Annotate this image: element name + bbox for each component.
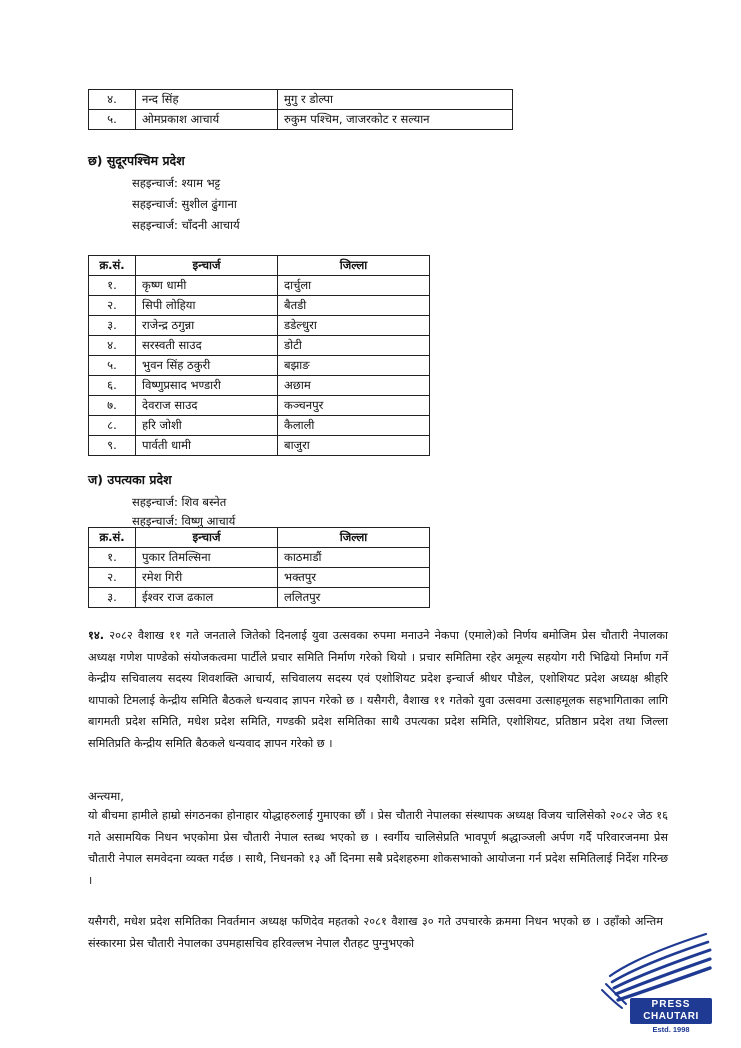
table-sudurpaschim [88, 255, 430, 456]
district-cell: भक्तपुर [278, 568, 430, 588]
serial-cell: ७. [89, 396, 136, 416]
table-top-continuation [88, 89, 513, 130]
serial-cell: २. [89, 568, 136, 588]
col-header-serial: क्र.सं. [89, 528, 136, 548]
closing-paragraph-1: यो बीचमा हामीले हाम्रो संगठनका होनाहार योद्धाहरुलाई गुमाएका छौं । प्रेस चौतारी नेपालका संस्थापक अध्यक्ष विजय चालिसेको २०८२ जेठ १६ गते असामयिक निधन भएकोमा प्रेस चौतारी नेपाल स्तब्ध भएको छ । स्वर्गीय चालिसेप्रति भावपूर्ण श्रद्धाञ्जली अर्पण गर्दै परिवारजनमा प्रेस चौतारी नेपाल समवेदना व्यक्त गर्दछ । साथै, निधनको १३ औं दिनमा सबै प्रदेशहरुमा शोकसभाको आयोजना गर्न प्रदेश समितिलाई निर्देश गरिन्छ । [88, 809, 668, 887]
district-cell: डडेल्धुरा [278, 316, 430, 336]
incharge-cell: विष्णुप्रसाद भण्डारी [136, 376, 278, 396]
table-row [89, 296, 430, 316]
serial-cell: ३. [89, 588, 136, 608]
incharge-cell: सिपी लोहिया [136, 296, 278, 316]
paragraph-14-text: २०८२ वैशाख ११ गते जनताले जितेको दिनलाई युवा उत्सवका रुपमा मनाउने नेकपा (एमाले)को निर्णय बमोजिम प्रेस चौतारी नेपालका अध्यक्ष गणेश पाण्डेको संयोजकत्वमा पार्टीले प्रचार समिति निर्माण गरेको थियो । प्रचार समितिमा रहेर अमूल्य सहयोग गरी भिढियो निर्माण गर्ने केन्द्रीय सचिवालय सदस्य शिवशक्ति आचार्य, सचिवालय सदस्य एवं एशोशियट प्रदेश इन्चार्ज श्रीधर पौडेल, एशोशियट प्रदेश अध्यक्ष श्रीहरि थापाको टिमलाई केन्द्रीय समिति बैठकले धन्यवाद ज्ञापन गरेको छ । यसैगरी, वैशाख ११ गतेको युवा उत्सवमा उत्साहमूलक सहभागिताका लागि बागमती प्रदेश समिति, मधेश प्रदेश समिति, गण्डकी प्रदेश समितिका साथै उपत्यका प्रदेश समिति, एशोशियट, प्रतिष्ठान प्रदेश तथा जिल्ला समितिप्रति केन्द्रीय समिति बैठकले धन्यवाद ज्ञापन गरेको छ । [88, 629, 668, 750]
paragraph-number: १४. [88, 629, 105, 642]
incharge-cell: हरि जोशी [136, 416, 278, 436]
coordinator-line: सहइन्चार्ज: सुशील ढुंगाना [132, 197, 237, 211]
section-heading-upatyaka: ज) उपत्यका प्रदेश [88, 472, 172, 487]
serial-cell: ३. [89, 316, 136, 336]
serial-cell: ४. [89, 90, 136, 110]
district-cell: रुकुम पश्चिम, जाजरकोट र सल्यान [278, 110, 513, 130]
serial-cell: ४. [89, 336, 136, 356]
serial-cell: १. [89, 548, 136, 568]
table-row [89, 110, 513, 130]
incharge-cell: देवराज साउद [136, 396, 278, 416]
serial-cell: २. [89, 296, 136, 316]
incharge-cell: रमेश गिरी [136, 568, 278, 588]
district-cell: बैतडी [278, 296, 430, 316]
incharge-cell: भुवन सिंह ठकुरी [136, 356, 278, 376]
district-cell: बझाङ [278, 356, 430, 376]
table-row [89, 336, 430, 356]
serial-cell: १. [89, 276, 136, 296]
district-cell: बाजुरा [278, 436, 430, 456]
coordinator-line: सहइन्चार्ज: श्याम भट्ट [132, 176, 221, 190]
district-cell: ललितपुर [278, 588, 430, 608]
incharge-cell: पार्वती धामी [136, 436, 278, 456]
incharge-cell: पुकार तिमल्सिना [136, 548, 278, 568]
incharge-cell: नन्द सिंह [136, 90, 278, 110]
district-cell: मुगु र डोल्पा [278, 90, 513, 110]
incharge-cell: ईश्वर राज ढकाल [136, 588, 278, 608]
section-heading-sudurpaschim: छ) सुदूरपश्चिम प्रदेश [88, 153, 185, 168]
table-row [89, 356, 430, 376]
closing-label: अन्त्यमा, [88, 789, 124, 803]
logo-text-estd: Estd. 1998 [652, 1025, 690, 1034]
district-cell: डोटी [278, 336, 430, 356]
serial-cell: ९. [89, 436, 136, 456]
paragraph-14 [88, 625, 668, 754]
serial-cell: ८. [89, 416, 136, 436]
table-row [89, 588, 430, 608]
table-header-row [89, 256, 430, 276]
incharge-cell: कृष्ण धामी [136, 276, 278, 296]
district-cell: कञ्चनपुर [278, 396, 430, 416]
district-cell: अछाम [278, 376, 430, 396]
table-row [89, 90, 513, 110]
table-upatyaka [88, 527, 430, 608]
logo-text-press: PRESS [651, 999, 691, 1010]
coordinator-line: सहइन्चार्ज: शिव बस्नेत [132, 495, 227, 509]
serial-cell: ५. [89, 110, 136, 130]
table-row [89, 436, 430, 456]
logo-text-chautari: CHAUTARI [643, 1011, 699, 1022]
table-row [89, 568, 430, 588]
table-row [89, 548, 430, 568]
coordinator-line: सहइन्चार्ज: चाँदनी आचार्य [132, 218, 240, 232]
col-header-district: जिल्ला [278, 256, 430, 276]
incharge-cell: राजेन्द्र ठगुन्ना [136, 316, 278, 336]
district-cell: दार्चुला [278, 276, 430, 296]
col-header-incharge: इन्चार्ज [136, 256, 278, 276]
table-row [89, 316, 430, 336]
press-chautari-logo [598, 926, 716, 1036]
col-header-serial: क्र.सं. [89, 256, 136, 276]
incharge-cell: सरस्वती साउद [136, 336, 278, 356]
serial-cell: ५. [89, 356, 136, 376]
district-cell: काठमाडौं [278, 548, 430, 568]
col-header-incharge: इन्चार्ज [136, 528, 278, 548]
table-row [89, 376, 430, 396]
closing-paragraph-2: यसैगरी, मधेश प्रदेश समितिका निवर्तमान अध्यक्ष फणिदेव महतको २०८१ वैशाख ३० गते उपचारके क्रममा निधन भएको छ । उहाँको अन्तिम संस्कारमा प्रेस चौतारी नेपालका उपमहासचिव हरिवल्लभ नेपाल रौतहट पुग्नुभएको [88, 915, 663, 950]
table-row [89, 276, 430, 296]
table-row [89, 396, 430, 416]
table-row [89, 416, 430, 436]
table-header-row [89, 528, 430, 548]
district-cell: कैलाली [278, 416, 430, 436]
serial-cell: ६. [89, 376, 136, 396]
incharge-cell: ओमप्रकाश आचार्य [136, 110, 278, 130]
col-header-district: जिल्ला [278, 528, 430, 548]
coordinator-line: सहइन्चार्ज: विष्णु आचार्य [132, 514, 236, 528]
